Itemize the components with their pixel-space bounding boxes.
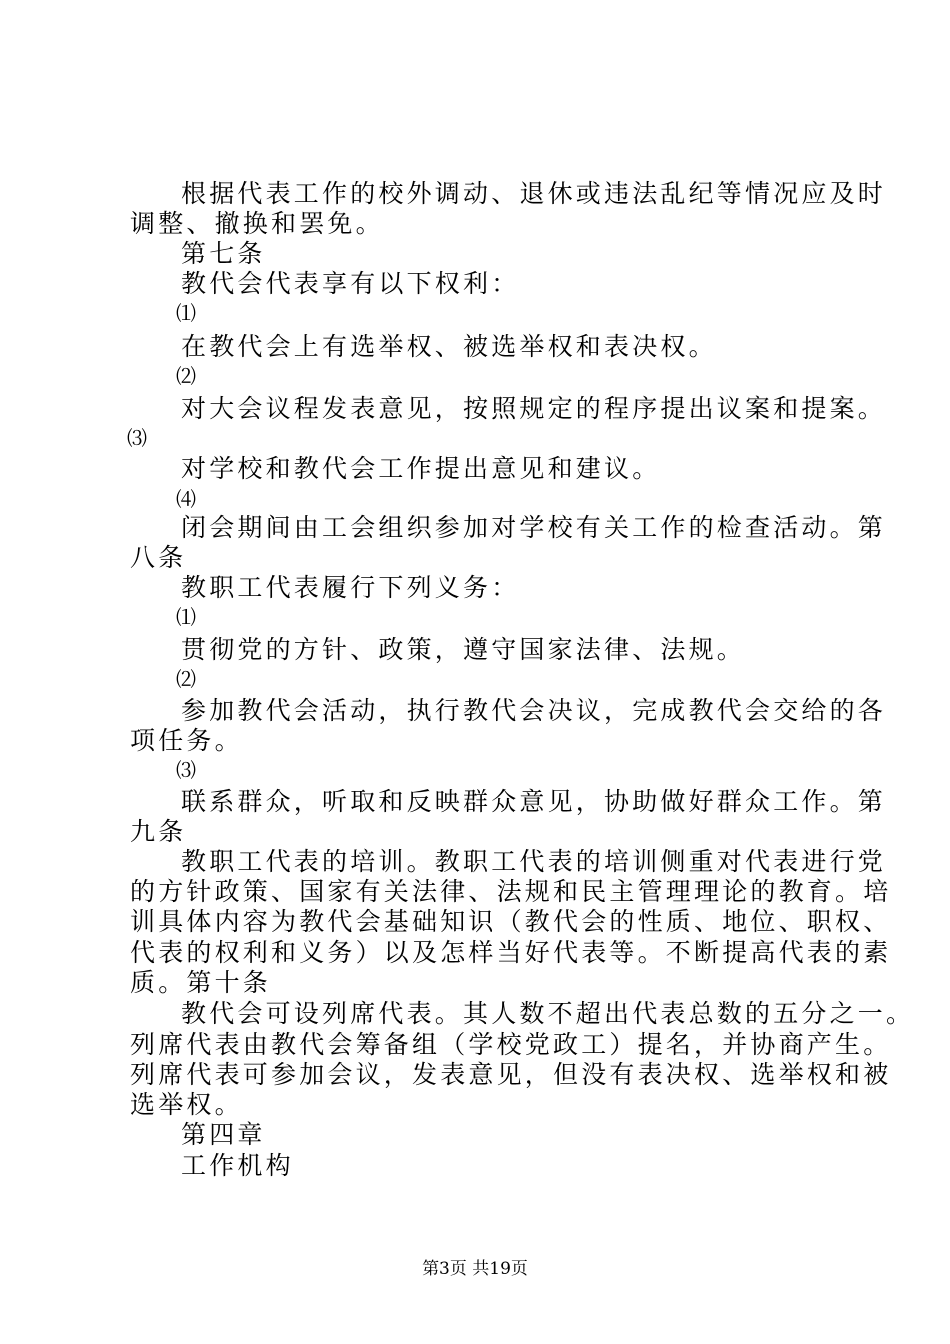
paragraph-line: 对大会议程发表意见，按照规定的程序提出议案和提案。 <box>181 394 887 423</box>
paragraph-line: 项任务。 <box>130 726 243 755</box>
paragraph-line: 列席代表可参加会议，发表意见，但没有表决权、选举权和被 <box>130 1060 892 1089</box>
list-number: ⑶ <box>176 758 196 782</box>
article-heading: 八条 <box>130 543 187 572</box>
paragraph-line: 代表的权利和义务）以及怎样当好代表等。不断提高代表的素 <box>130 938 892 967</box>
list-number: ⑶ <box>127 426 147 450</box>
list-number: ⑵ <box>176 667 196 691</box>
page-footer: 第3页 共19页 <box>422 1259 528 1279</box>
paragraph-line: 选举权。 <box>130 1090 243 1119</box>
list-number: ⑵ <box>176 364 196 388</box>
paragraph-line: 在教代会上有选举权、被选举权和表决权。 <box>181 332 717 361</box>
paragraph-line: 列席代表由教代会筹备组（学校党政工）提名，并协商产生。 <box>130 1030 892 1059</box>
list-number: ⑴ <box>176 605 196 629</box>
list-number: ⑷ <box>176 487 196 511</box>
paragraph-line: 质。第十条 <box>130 968 272 997</box>
chapter-heading: 第四章 <box>181 1120 266 1149</box>
paragraph-line: 联系群众，听取和反映群众意见，协助做好群众工作。第 <box>181 787 887 816</box>
paragraph-line: 贯彻党的方针、政策，遵守国家法律、法规。 <box>181 635 746 664</box>
paragraph-line: 参加教代会活动，执行教代会决议，完成教代会交给的各 <box>181 696 887 725</box>
paragraph-line: 对学校和教代会工作提出意见和建议。 <box>181 454 661 483</box>
paragraph-line: 教代会可设列席代表。其人数不超出代表总数的五分之一。 <box>181 999 915 1028</box>
paragraph-line: 教职工代表的培训。教职工代表的培训侧重对代表进行党 <box>181 847 887 876</box>
paragraph-line: 根据代表工作的校外调动、退休或违法乱纪等情况应及时 <box>181 179 887 208</box>
paragraph-line: 教职工代表履行下列义务： <box>181 573 520 602</box>
list-number: ⑴ <box>176 301 196 325</box>
paragraph-line: 闭会期间由工会组织参加对学校有关工作的检查活动。第 <box>181 513 887 542</box>
article-heading: 九条 <box>130 817 187 846</box>
paragraph-line: 教代会代表享有以下权利： <box>181 269 520 298</box>
paragraph-line: 的方针政策、国家有关法律、法规和民主管理理论的教育。培 <box>130 877 892 906</box>
article-heading: 第七条 <box>181 239 266 268</box>
paragraph-line: 调整、撤换和罢免。 <box>130 209 384 238</box>
paragraph-line: 训具体内容为教代会基础知识（教代会的性质、地位、职权、 <box>130 907 892 936</box>
chapter-title: 工作机构 <box>181 1151 294 1180</box>
